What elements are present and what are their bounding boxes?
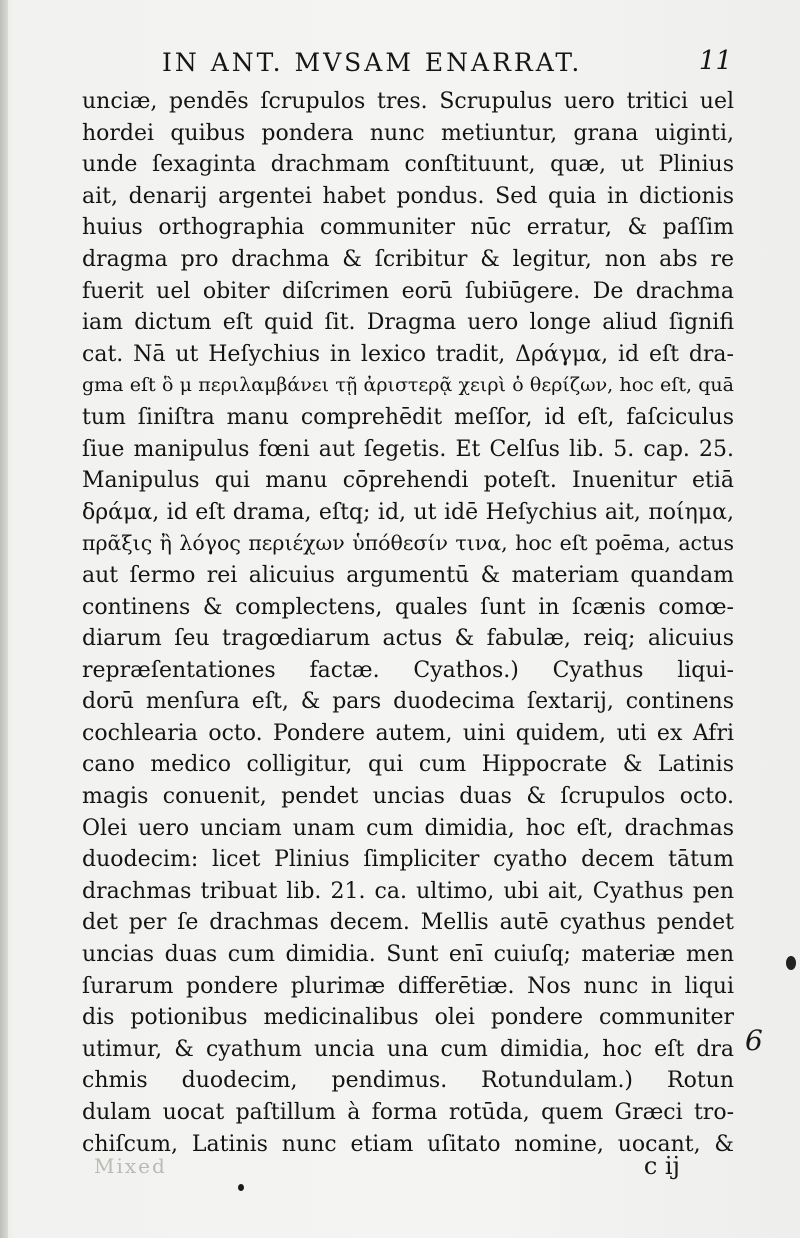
page-gutter [0,0,8,1238]
text-line: Manipulus qui manu cōprehendi poteſt. Inuenitur etiā [82,468,734,494]
text-line: cat. Nā ut Heſychius in lexico tradit, Δράγμα, id eſt dra- [82,341,734,367]
text-line: πρᾶξις ἢ λόγος περιέχων ὑπόθεσίν τινα, hoc eſt poēma, actus [82,531,734,556]
text-line: cochlearia octo. Pondere autem, uini quidem, uti ex Afri [82,720,734,746]
text-line: δράμα, id eſt drama, eſtq; id, ut idē Heſychius ait, ποίημα, [82,499,734,525]
text-line: ſiue manipulus fœni aut ſegetis. Et Celſus lib. 5. cap. 25. [82,436,734,462]
text-line: hordei quibus pondera nunc metiuntur, grana uiginti, [82,120,734,146]
text-line: repræſentationes factæ. Cyathos.) Cyathus liqui- [82,657,734,683]
text-line: diarum ſeu tragœdiarum actus & fabulæ, reiq; alicuius [82,626,734,652]
text-line: cano medico colligitur, qui cum Hippocrate & Latinis [82,752,734,778]
text-line: gma eſt ὃ μ περιλαμβάνει τῇ ἀριστερᾷ χειρὶ ὁ θερίζων, hoc eſt, quā [82,374,734,397]
text-line: chiſcum, Latinis nunc etiam uſitato nomine, uocant, & [82,1131,734,1157]
text-line: huius orthographia communiter nūc erratur, & paſſim [82,215,734,241]
text-line: uncias duas cum dimidia. Sunt enī cuiuſq; materiæ men [82,942,734,968]
text-line: iam dictum eſt quid ſit. Dragma uero longe aliud ſignifi [82,310,734,336]
text-line: ſurarum pondere plurimæ differētiæ. Nos nunc in liqui [82,973,734,999]
text-line: unde ſexaginta drachmam conſtituunt, quæ, ut Plinius [82,152,734,178]
text-line: dorū menſura eſt, & pars duodecima ſextarij, continens [82,689,734,715]
text-line: tum ſiniſtra manu comprehēdit meſſor, id eſt, faſciculus [82,404,734,430]
ink-dot [238,1184,244,1191]
page-header [82,44,732,84]
text-line: dis potionibus medicinalibus olei pondere communiter [82,1005,734,1031]
text-line: dulam uocat paſtillum à forma rotūda, quem Græci tro- [82,1100,734,1125]
page-footer [82,1150,732,1210]
text-line: continens & complectens, quales ſunt in ſcænis comœ- [82,594,734,620]
text-line: unciæ, pendēs ſcrupulos tres. Scrupulus uero tritici uel [82,89,734,114]
text-line: ait, denarij argentei habet pondus. Sed quia in dictionis [82,183,734,209]
text-line: utimur, & cyathum uncia una cum dimidia, hoc eſt dra [82,1036,734,1062]
text-line: dragma pro drachma & ſcribitur & legitur, non abs re [82,246,734,272]
text-line: fuerit uel obiter diſcrimen eorū ſubiūgere. De drachma [82,278,734,304]
text-line: chmis duodecim, pendimus. Rotundulam.) Rotun [82,1068,734,1094]
catchword: Mixed [94,1154,167,1178]
text-line: aut ſermo rei alicuius argumentū & materiam quandam [82,562,734,588]
signature-mark: c ij [643,1152,680,1180]
ink-speck [786,956,796,970]
running-head: IN ANT. MVSAM ENARRAT. [162,48,583,77]
page-number: 11 [698,46,732,76]
body-text [82,86,734,1162]
margin-note: 6 [745,1024,763,1057]
text-line: det per ſe drachmas decem. Mellis autē cyathus pendet [82,910,734,936]
text-line: drachmas tribuat lib. 21. ca. ultimo, ubi ait, Cyathus pen [82,878,734,904]
text-line: duodecim: licet Plinius ſimpliciter cyatho decem tātum [82,847,734,873]
text-line: Olei uero unciam unam cum dimidia, hoc eſt, drachmas [82,815,734,841]
text-line: magis conuenit, pendet uncias duas & ſcrupulos octo. [82,784,734,810]
